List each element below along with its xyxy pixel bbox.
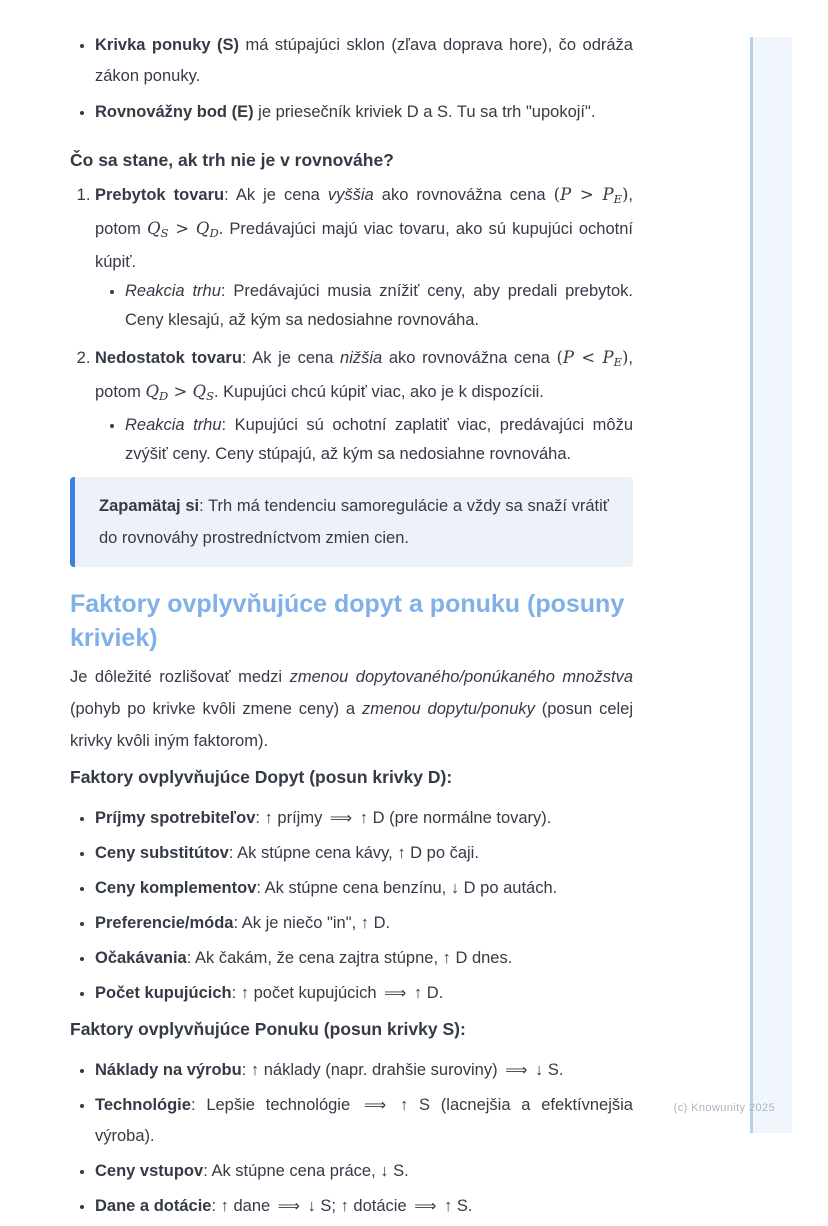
list-item: • Náklady na výrobu: ↑ náklady (napr. drahšie suroviny) ⟹ ↓ S. — [95, 1055, 633, 1086]
copyright-watermark: (c) Knowunity 2025 — [673, 1102, 775, 1114]
list-item: • Očakávania: Ak čakám, že cena zajtra stúpne, ↑ D dnes. — [95, 943, 633, 974]
list-item — [95, 343, 633, 469]
heading-demand-factors: Faktory ovplyvňujúce Dopyt (posun krivky D): — [70, 767, 453, 787]
heading-factors: Faktory ovplyvňujúce dopyt a ponuku (posuny kriviek) — [70, 590, 625, 652]
key-points-list — [70, 30, 633, 128]
demand-factors-list — [70, 803, 633, 1009]
intro-paragraph: Je dôležité rozlišovať medzi zmenou dopytovaného/ponúkaného množstva (pohyb po krivke kvôli zmene ceny) a zmenou dopytu/ponuky (posun celej krivky kvôli iným faktorom). — [70, 668, 633, 750]
list-item-text: 1. Prebytok tovaru: Ak je cena vyššia ako rovnovážna cena (P > PE), potom QS > QD. Predávajúci majú viac tovaru, ako sú kupujúci ochotní kúpiť. — [95, 185, 633, 271]
list-item — [95, 180, 633, 335]
next-page-edge — [750, 37, 792, 1133]
list-item: • Ceny vstupov: Ak stúpne cena práce, ↓ S. — [95, 1156, 633, 1187]
supply-factors-list — [70, 1055, 633, 1222]
list-item: • Počet kupujúcich: ↑ počet kupujúcich ⟹ ↑ D. — [95, 978, 633, 1009]
list-item: • Technológie: Lepšie technológie ⟹ ↑ S (lacnejšia a efektívnejšia výroba). — [95, 1090, 633, 1152]
remember-callout — [70, 477, 633, 567]
list-item: • Reakcia trhu: Predávajúci musia znížiť ceny, aby predali prebytok. Ceny klesajú, až kým sa nedosiahne rovnováha. — [125, 277, 633, 335]
sub-list — [95, 411, 633, 469]
heading-supply-factors: Faktory ovplyvňujúce Ponuku (posun krivky S): — [70, 1019, 466, 1039]
list-item: • Reakcia trhu: Kupujúci sú ochotní zaplatiť viac, predávajúci môžu zvýšiť ceny. Ceny stúpajú, až kým sa nedosiahne rovnováha. — [125, 411, 633, 469]
list-item: • Príjmy spotrebiteľov: ↑ príjmy ⟹ ↑ D (pre normálne tovary). — [95, 803, 633, 834]
heading-market-imbalance: Čo sa stane, ak trh nie je v rovnováhe? — [70, 150, 394, 170]
list-item: • Preferencie/móda: Ak je niečo "in", ↑ D. — [95, 908, 633, 939]
list-item: • Ceny komplementov: Ak stúpne cena benzínu, ↓ D po autách. — [95, 873, 633, 904]
list-item: • Ceny substitútov: Ak stúpne cena kávy, ↑ D po čaji. — [95, 838, 633, 869]
imbalance-numbered-list — [70, 180, 633, 469]
list-item: • Dane a dotácie: ↑ dane ⟹ ↓ S; ↑ dotácie ⟹ ↑ S. — [95, 1191, 633, 1222]
list-item: • Krivka ponuky (S) má stúpajúci sklon (zľava doprava hore), čo odráža zákon ponuky. — [95, 30, 633, 92]
list-item: • Rovnovážny bod (E) je priesečník kriviek D a S. Tu sa trh "upokojí". — [95, 97, 633, 128]
list-item-text: 2. Nedostatok tovaru: Ak je cena nižšia ako rovnovážna cena (P < PE), potom QD > QS. Kupujúci chcú kúpiť viac, ako je k dispozícii. — [95, 348, 634, 403]
sub-list — [95, 277, 633, 335]
page-content — [70, 0, 633, 1226]
callout-text: Zapamätaj si: Trh má tendenciu samoregulácie a vždy sa snaží vrátiť do rovnováhy prostredníctvom zmien cien. — [99, 497, 609, 547]
